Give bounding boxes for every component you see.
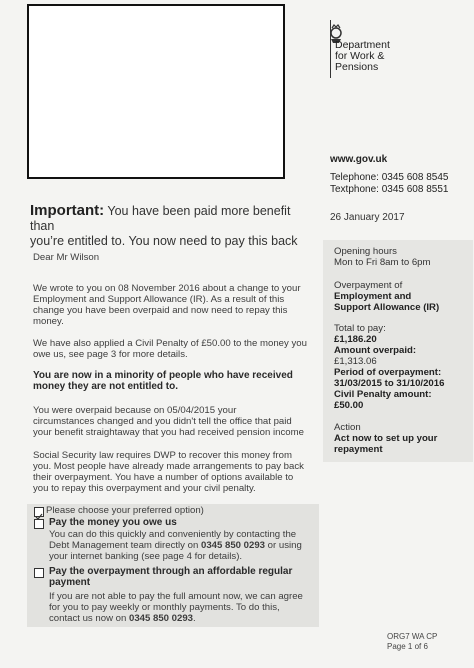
p1-line: money. bbox=[33, 316, 64, 327]
penalty-label: Civil Penalty amount: bbox=[334, 389, 432, 400]
option-2-checkbox[interactable] bbox=[34, 568, 44, 578]
heading-line-1: You have been paid more benefit than bbox=[30, 204, 291, 233]
dept-line-1: Department bbox=[335, 39, 390, 51]
p2-line: We have also applied a Civil Penalty of £50.00 to the money you bbox=[33, 338, 307, 349]
option-1-body bbox=[49, 529, 317, 562]
dept-line-2: for Work & bbox=[335, 50, 385, 62]
opt1-text: Debt Management team directly on bbox=[49, 540, 201, 551]
action-line: Act now to set up your bbox=[334, 433, 438, 444]
benefit-name-line: Employment and bbox=[334, 291, 412, 302]
salutation: Dear Mr Wilson bbox=[33, 252, 100, 263]
amount-overpaid-label: Amount overpaid: bbox=[334, 345, 417, 356]
paragraph-2 bbox=[33, 338, 323, 360]
p1-line: We wrote to you on 08 November 2016 about a change to your bbox=[33, 283, 301, 294]
contact-phone[interactable]: 0345 850 0293 bbox=[129, 613, 194, 624]
amount-overpaid-value: £1,313.06 bbox=[334, 356, 377, 367]
website[interactable]: www.gov.uk bbox=[330, 154, 388, 165]
dept-line-3: Pensions bbox=[335, 61, 379, 73]
preferred-option-checkbox[interactable] bbox=[34, 507, 44, 517]
amounts bbox=[334, 323, 444, 411]
overpayment-of-label: Overpayment of bbox=[334, 280, 403, 291]
paragraph-1 bbox=[33, 283, 323, 327]
p4-line: You were overpaid because on 05/04/2015 your bbox=[33, 405, 237, 416]
option-2-title bbox=[49, 566, 292, 588]
telephone: Telephone: 0345 608 8545 bbox=[330, 172, 449, 183]
total-value: £1,186.20 bbox=[334, 334, 377, 345]
opt2-line: If you are not able to pay the full amount now, we can agree bbox=[49, 591, 303, 602]
department-name bbox=[335, 40, 390, 73]
option-1-checkbox[interactable] bbox=[34, 519, 44, 529]
p3-line: You are now in a minority of people who have received bbox=[33, 370, 293, 381]
p3-line: money they are not entitled to. bbox=[33, 381, 179, 392]
opt1-text: or using bbox=[265, 540, 302, 551]
period-label: Period of overpayment: bbox=[334, 367, 442, 378]
opt1-line: your internet banking (see page 4 for details). bbox=[49, 551, 243, 562]
p5-line: you to repay this overpayment and your civil penalty. bbox=[33, 483, 256, 494]
option-1-title: Pay the money you owe us bbox=[49, 517, 177, 528]
page-footer bbox=[387, 632, 437, 651]
textphone: Textphone: 0345 608 8551 bbox=[330, 183, 449, 195]
opt2-line: for you to pay weekly or monthly payments. To do this, bbox=[49, 602, 280, 613]
paragraph-3 bbox=[33, 370, 323, 392]
opening-hours bbox=[334, 246, 431, 268]
p5-line: their overpayment. You have a number of options available to bbox=[33, 472, 294, 483]
paragraph-5 bbox=[33, 450, 323, 494]
p5-line: Social Security law requires DWP to recover this money from bbox=[33, 450, 292, 461]
p4-line: your benefit straightaway that you had received pension income bbox=[33, 427, 304, 438]
address-window bbox=[27, 4, 285, 179]
action bbox=[334, 422, 437, 455]
opt2-title-line: Pay the overpayment through an affordable regular bbox=[49, 566, 293, 577]
benefit-name-line: Support Allowance (IR) bbox=[334, 302, 440, 313]
opt2-line bbox=[49, 613, 317, 624]
opening-hours-value: Mon to Fri 8am to 6pm bbox=[334, 257, 431, 268]
p5-line: you. Most people have already made arrangements to pay back bbox=[33, 461, 304, 472]
overpayment-of bbox=[334, 280, 439, 313]
logo-divider bbox=[330, 20, 331, 78]
important-label: Important: bbox=[30, 202, 105, 219]
form-code: ORG7 WA CP bbox=[387, 632, 438, 641]
heading-line-2: you’re entitled to. You now need to pay this back bbox=[30, 234, 298, 248]
opt2-title-line: payment bbox=[49, 577, 91, 588]
options-header: Please choose your preferred option) bbox=[46, 505, 204, 516]
paragraph-4 bbox=[33, 405, 323, 438]
opening-hours-label: Opening hours bbox=[334, 246, 397, 257]
contact-numbers bbox=[330, 172, 448, 195]
p1-line: Employment and Support Allowance (IR). As a result of this bbox=[33, 294, 285, 305]
opt1-line: You can do this quickly and conveniently by contacting the bbox=[49, 529, 297, 540]
p4-line: circumstances changed and you didn't tell the office that paid bbox=[33, 416, 292, 427]
p2-line: owe us, see page 3 for more details. bbox=[33, 349, 188, 360]
action-line: repayment bbox=[334, 444, 383, 455]
opt2-text: contact us now on bbox=[49, 613, 129, 624]
action-label: Action bbox=[334, 422, 361, 433]
opt2-text: . bbox=[193, 613, 196, 624]
total-label: Total to pay: bbox=[334, 323, 386, 334]
debt-management-phone[interactable]: 0345 850 0293 bbox=[200, 540, 266, 551]
page-number: Page 1 of 6 bbox=[387, 641, 428, 651]
option-2-body bbox=[49, 591, 317, 624]
letter-date: 26 January 2017 bbox=[330, 212, 405, 223]
period-value: 31/03/2015 to 31/10/2016 bbox=[334, 378, 445, 389]
letter-heading bbox=[30, 203, 315, 249]
penalty-value: £50.00 bbox=[334, 400, 364, 411]
opt1-line bbox=[49, 540, 317, 551]
p1-line: change you have been overpaid and now need to repay this bbox=[33, 305, 288, 316]
